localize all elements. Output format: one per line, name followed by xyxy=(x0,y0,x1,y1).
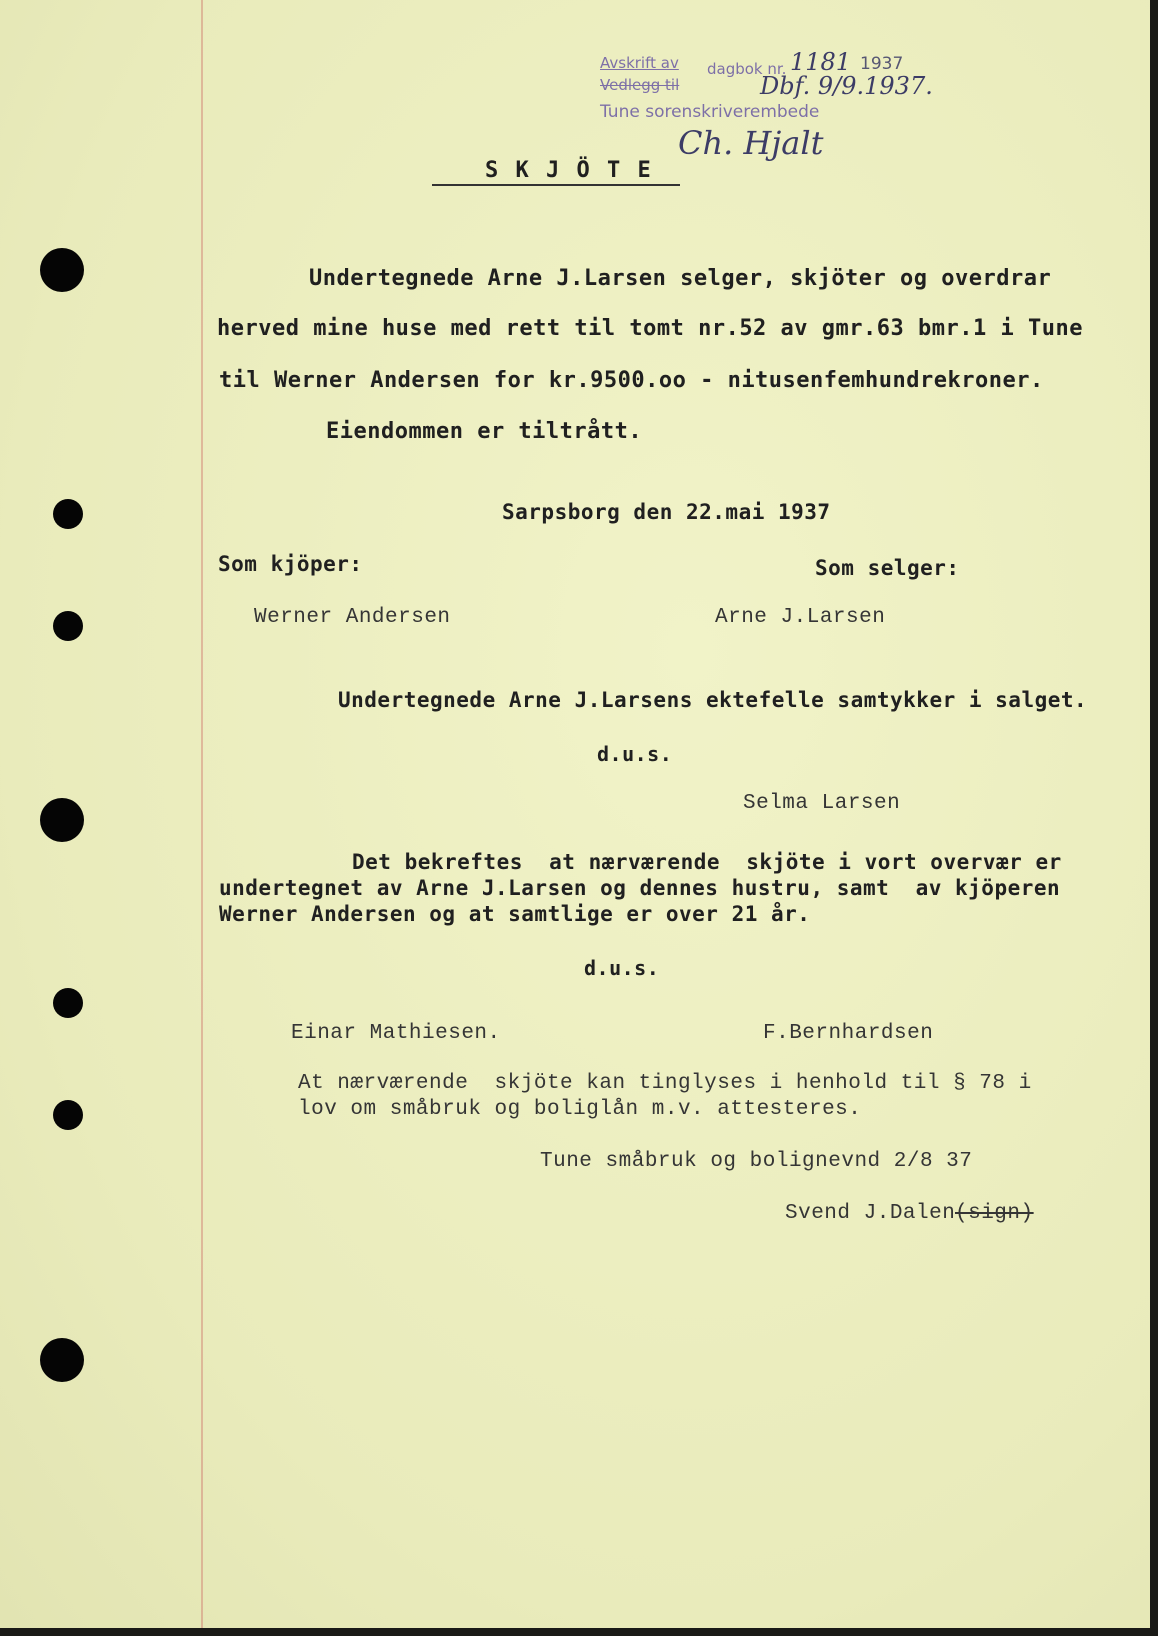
stamp-year: 1937 xyxy=(860,54,904,74)
seller-label: Som selger: xyxy=(815,556,960,580)
seller-name: Arne J.Larsen xyxy=(715,606,886,629)
attest-board-date: Tune småbruk og bolignevnd 2/8 37 xyxy=(540,1150,973,1173)
stamp-clerk-signature: Ch. Hjalt xyxy=(678,124,824,162)
stamp-court-office: Tune sorenskriverembede xyxy=(600,102,820,122)
punch-hole xyxy=(53,1100,83,1130)
witness-line-2: undertegnet av Arne J.Larsen og dennes hustru, samt av kjöperen xyxy=(219,876,1061,900)
stamp-journal-label: dagbok nr. xyxy=(707,60,787,78)
attest-line-2: lov om småbruk og boliglån m.v. attesteres. xyxy=(298,1098,862,1121)
attest-line-1: At nærværende skjöte kan tinglyses i henhold til § 78 i xyxy=(298,1072,1032,1095)
witness-name-2: F.Bernhardsen xyxy=(763,1022,934,1045)
attest-sign-struck: (sign) xyxy=(955,1202,1034,1225)
title-underline xyxy=(432,184,680,186)
deed-place-date: Sarpsborg den 22.mai 1937 xyxy=(502,500,831,524)
deed-possession: Eiendommen er tiltrått. xyxy=(326,419,643,444)
stamp-date: Dbf. 9/9.1937. xyxy=(760,72,933,100)
witness-line-3: Werner Andersen og at samtlige er over 21 år. xyxy=(219,902,811,926)
witness-line-1: Det bekreftes at nærværende skjöte i vort overvær er xyxy=(352,850,1062,874)
buyer-name: Werner Andersen xyxy=(254,606,451,629)
stamp-copy-of: Avskrift av xyxy=(600,54,679,72)
consent-dus: d.u.s. xyxy=(597,742,673,766)
consent-name: Selma Larsen xyxy=(743,792,901,815)
deed-line-2: herved mine huse med rett til tomt nr.52 av gmr.63 bmr.1 i Tune xyxy=(217,316,1083,341)
punch-hole xyxy=(40,798,84,842)
punch-hole xyxy=(53,988,83,1018)
consent-text: Undertegnede Arne J.Larsens ektefelle samtykker i salget. xyxy=(338,688,1088,712)
witness-dus: d.u.s. xyxy=(584,956,660,980)
deed-line-3: til Werner Andersen for kr.9500.oo - nitusenfemhundrekroner. xyxy=(219,368,1044,393)
stamp-appendix-struck: Vedlegg til xyxy=(600,76,680,94)
punch-hole xyxy=(40,1338,84,1382)
stamp-journal-number: 1181 xyxy=(790,48,852,76)
attest-signer: Svend J.Dalen xyxy=(785,1202,956,1225)
document-title: S K J Ö T E xyxy=(485,158,653,183)
deed-line-1: Undertegnede Arne J.Larsen selger, skjöter og overdrar xyxy=(309,266,1052,291)
witness-name-1: Einar Mathiesen. xyxy=(291,1022,501,1045)
punch-hole xyxy=(53,611,83,641)
buyer-label: Som kjöper: xyxy=(218,552,363,576)
punch-hole xyxy=(40,248,84,292)
punch-hole xyxy=(53,499,83,529)
margin-rule xyxy=(201,0,203,1628)
